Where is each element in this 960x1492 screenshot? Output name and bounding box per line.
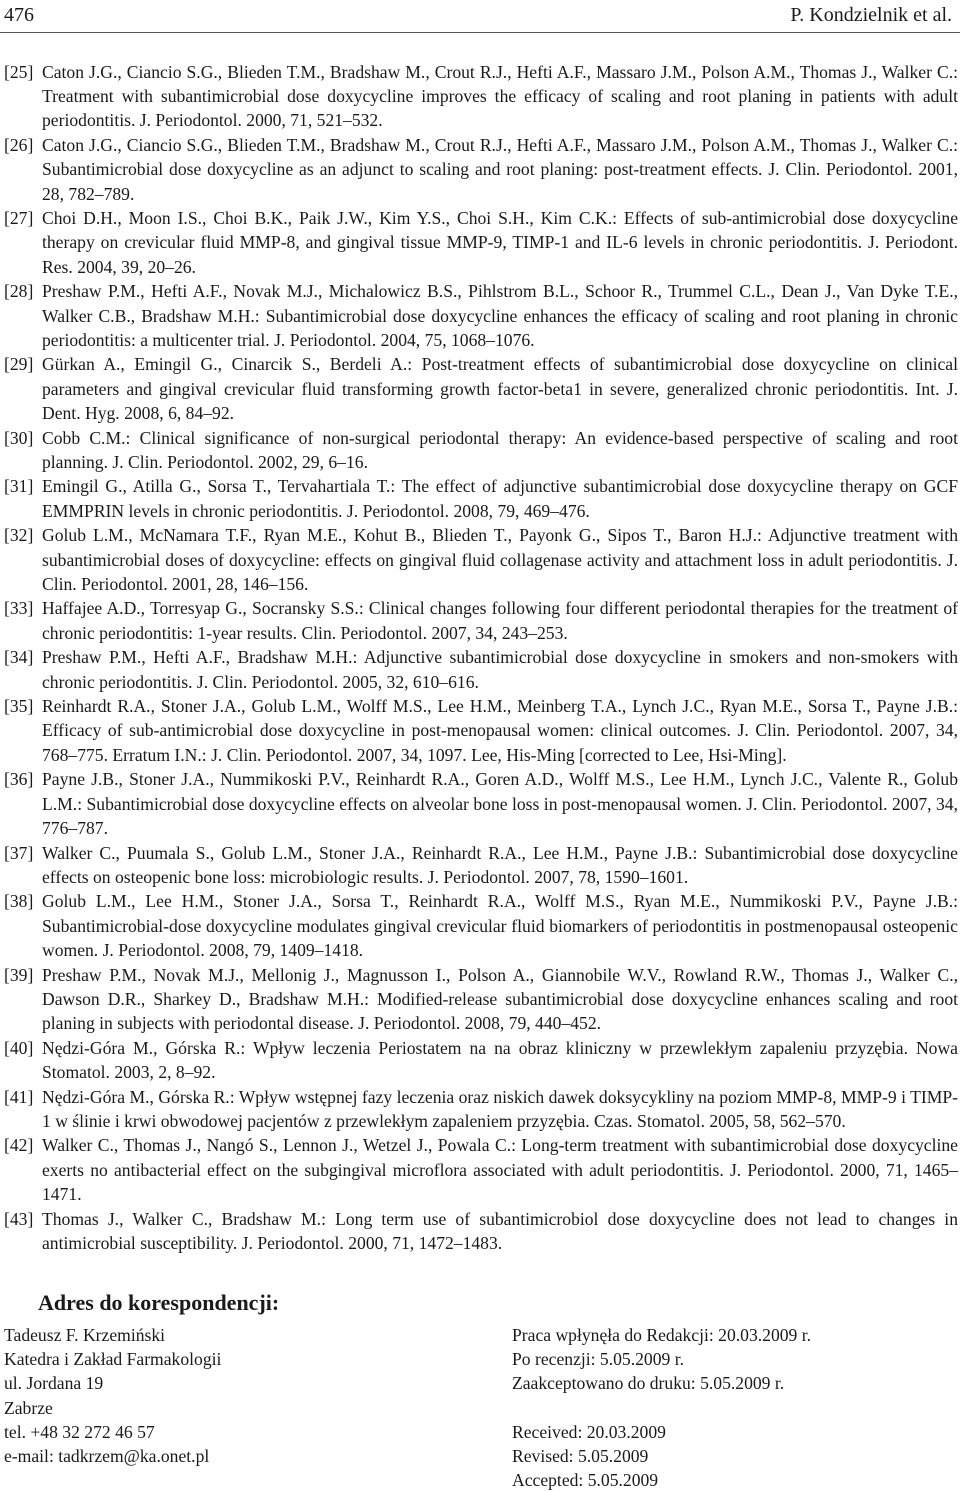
reference-number: [27] bbox=[4, 208, 34, 229]
page-number: 476 bbox=[4, 4, 34, 26]
reference-item bbox=[4, 206, 958, 279]
reference-number: [38] bbox=[4, 891, 34, 912]
reference-text: Golub L.M., McNamara T.F., Ryan M.E., Kohut B., Blieden T., Payonk G., Sipos T., Baron H.J.: Adjunctive treatment with subantimicrobial doses of doxycycline: effects on gingival fluid collagenase activity and attachment loss in adult periodontitis. J. Clin. Periodontol. 2001, 28, 146–156. bbox=[42, 525, 958, 594]
reference-text: Cobb C.M.: Clinical significance of non-surgical periodontal therapy: An evidence-based perspective of scaling and root planning. J. Clin. Periodontol. 2002, 29, 6–16. bbox=[42, 427, 958, 472]
reference-item bbox=[4, 841, 958, 889]
reference-number: [33] bbox=[4, 598, 34, 619]
reference-item bbox=[4, 426, 958, 474]
reference-text: Haffajee A.D., Torresyap G., Socransky S.S.: Clinical changes following four different periodontal therapies for the treatment of chronic periodontitis: 1-year results. Clin. Periodontol. 2007, 34, 243–253. bbox=[42, 598, 958, 643]
reference-text: Golub L.M., Lee H.M., Stoner J.A., Sorsa T., Reinhardt R.A., Wolff M.S., Ryan M.E., Nummikoski P.V., Payne J.B.: Subantimicrobial-dose doxycycline modulates gingival crevicular fluid biomarkers of periodontitis in postmenopausal osteopenic women. J. Periodontol. 2008, 79, 1409–1418. bbox=[42, 891, 958, 960]
reference-number: [28] bbox=[4, 281, 34, 302]
received-en: Received: 20.03.2009 bbox=[512, 1421, 666, 1442]
reference-number: [40] bbox=[4, 1037, 34, 1058]
reference-number: [42] bbox=[4, 1135, 34, 1156]
accepted-pl: Zaakceptowano do druku: 5.05.2009 r. bbox=[512, 1373, 785, 1394]
reference-text: Emingil G., Atilla G., Sorsa T., Tervahartiala T.: The effect of adjunctive subantimicrobial dose doxycycline therapy on GCF EMMPRIN levels in chronic periodontitis. J. Periodontol. 2008, 79, 469–476. bbox=[42, 476, 958, 521]
header-rule bbox=[0, 32, 960, 33]
reference-number: [43] bbox=[4, 1208, 34, 1229]
correspondence-title: Adres do korespondencji: bbox=[38, 1290, 280, 1315]
phone: tel. +48 32 272 46 57 bbox=[4, 1421, 155, 1442]
reference-item bbox=[4, 889, 958, 962]
author-name: Tadeusz F. Krzemiński bbox=[4, 1325, 166, 1345]
reference-text: Caton J.G., Ciancio S.G., Blieden T.M., Bradshaw M., Crout R.J., Hefti A.F., Massaro J.M., Polson A.M., Thomas J., Walker C.: Subantimicrobial dose doxycycline as an adjunct to scaling and root planing: post-treatment effects. J. Clin. Periodontol. 2001, 28, 782–789. bbox=[42, 135, 958, 204]
reference-text: Thomas J., Walker C., Bradshaw M.: Long term use of subantimicrobiol dose doxycycline does not lead to changes in antimicrobial susceptibility. J. Periodontol. 2000, 71, 1472–1483. bbox=[42, 1208, 958, 1253]
reference-number: [30] bbox=[4, 427, 34, 448]
city: Zabrze bbox=[4, 1397, 53, 1418]
email: e-mail: tadkrzem@ka.onet.pl bbox=[4, 1446, 210, 1467]
reference-number: [41] bbox=[4, 1086, 34, 1107]
department: Katedra i Zakład Farmakologii bbox=[4, 1349, 222, 1370]
reference-item bbox=[4, 474, 958, 522]
reference-item bbox=[4, 694, 958, 767]
spacer-line bbox=[512, 1396, 811, 1420]
reference-number: [39] bbox=[4, 964, 34, 985]
reference-text: Nędzi-Góra M., Górska R.: Wpływ leczenia Periostatem na na obraz kliniczny w przewlekłym zapaleniu przyzębia. Nowa Stomatol. 2003, 2, 8–92. bbox=[42, 1037, 958, 1082]
reference-item bbox=[4, 767, 958, 840]
reference-text: Walker C., Puumala S., Golub L.M., Stoner J.A., Reinhardt R.A., Lee H.M., Payne J.B.: Subantimicrobial dose doxycycline effects on osteopenic bone loss: microbiologic results. J. Periodontol. 2007, 78, 1590–1601. bbox=[42, 842, 958, 887]
reference-number: [25] bbox=[4, 62, 34, 82]
correspondence-address bbox=[4, 1323, 221, 1468]
reference-text: Preshaw P.M., Hefti A.F., Bradshaw M.H.: Adjunctive subantimicrobial dose doxycycline in smokers and non-smokers with chronic periodontitis. J. Clin. Periodontol. 2005, 32, 610–616. bbox=[42, 647, 958, 692]
reference-text: Gürkan A., Emingil G., Cinarcik S., Berdeli A.: Post-treatment effects of subantimicrobial dose doxycycline on clinical parameters and gingival crevicular fluid transforming growth factor-beta1 in severe, generalized chronic periodontitis. Int. J. Dent. Hyg. 2008, 6, 84–92. bbox=[42, 354, 958, 423]
reference-item bbox=[4, 1133, 958, 1206]
reference-item bbox=[4, 963, 958, 1036]
reference-list bbox=[4, 60, 958, 1255]
reference-text: Preshaw P.M., Novak M.J., Mellonig J., Magnusson I., Polson A., Giannobile W.V., Rowland R.W., Thomas J., Walker C., Dawson D.R., Sharkey D., Bradshaw M.H.: Modified-release subantimicrobial dose doxycycline enhances scaling and root planing in subjects with periodontal disease. J. Periodontol. 2008, 79, 440–452. bbox=[42, 964, 958, 1033]
reference-item bbox=[4, 1207, 958, 1255]
reference-number: [35] bbox=[4, 696, 34, 717]
reference-number: [32] bbox=[4, 525, 34, 546]
accepted-en: Accepted: 5.05.2009 bbox=[512, 1470, 659, 1491]
reference-number: [26] bbox=[4, 135, 34, 156]
reference-item bbox=[4, 279, 958, 352]
reference-item bbox=[4, 1085, 958, 1133]
revised-en: Revised: 5.05.2009 bbox=[512, 1446, 649, 1467]
reference-text: Preshaw P.M., Hefti A.F., Novak M.J., Michalowicz B.S., Pihlstrom B.L., Schoor R., Trummel C.L., Dean J., Van Dyke T.E., Walker C.B., Bradshaw M.H.: Subantimicrobial dose doxycycline enhances the efficacy of scaling and root planing in chronic periodontitis: a multicenter trial. J. Periodontol. 2004, 75, 1068–1076. bbox=[42, 281, 958, 350]
reference-number: [36] bbox=[4, 769, 34, 790]
reference-number: [34] bbox=[4, 647, 34, 668]
reference-item bbox=[4, 645, 958, 693]
reference-item bbox=[4, 1036, 958, 1084]
reference-item bbox=[4, 523, 958, 596]
submission-dates bbox=[512, 1323, 811, 1492]
reference-text: Caton J.G., Ciancio S.G., Blieden T.M., Bradshaw M., Crout R.J., Hefti A.F., Massaro J.M., Polson A.M., Thomas J., Walker C.: Treatment with subantimicrobial dose doxycycline improves the efficacy of scaling and root planing in patients with adult periodontitis. J. Periodontol. 2000, 71, 521–532. bbox=[42, 62, 958, 131]
reference-number: [31] bbox=[4, 476, 34, 497]
running-author: P. Kondzielnik et al. bbox=[790, 4, 952, 26]
reference-text: Payne J.B., Stoner J.A., Nummikoski P.V., Reinhardt R.A., Goren A.D., Wolff M.S., Lee H.M., Lynch J.C., Valente R., Golub L.M.: Subantimicrobial dose doxycycline effects on alveolar bone loss in post-menopausal women. J. Clin. Periodontol. 2007, 34, 776–787. bbox=[42, 769, 958, 838]
reference-item bbox=[4, 352, 958, 425]
reference-text: Walker C., Thomas J., Nangó S., Lennon J., Wetzel J., Powala C.: Long-term treatment with subantimicrobial dose doxycycline exerts no antibacterial effect on the subgingival microflora associated with adult periodontitis. J. Periodontol. 2000, 71, 1465–1471. bbox=[42, 1135, 958, 1204]
reference-text: Choi D.H., Moon I.S., Choi B.K., Paik J.W., Kim Y.S., Choi S.H., Kim C.K.: Effects of sub-antimicrobial dose doxycycline therapy on crevicular fluid MMP-8, and gingival tissue MMP-9, TIMP-1 and IL-6 levels in chronic periodontitis. J. Periodont. Res. 2004, 39, 20–26. bbox=[42, 208, 958, 277]
reference-item bbox=[4, 596, 958, 644]
street: ul. Jordana 19 bbox=[4, 1373, 104, 1394]
reference-text: Reinhardt R.A., Stoner J.A., Golub L.M., Wolff M.S., Lee H.M., Meinberg T.A., Lynch J.C., Ryan M.E., Sorsa T., Payne J.B.: Efficacy of sub-antimicrobial dose doxycycline in post-menopausal women: clinical outcomes. J. Clin. Periodontol. 2007, 34, 768–775. Erratum I.N.: J. Clin. Periodontol. 2007, 34, 1097. Lee, His-Ming [corrected to Lee, Hsi-Ming]. bbox=[42, 696, 958, 765]
reference-number: [29] bbox=[4, 354, 34, 375]
reference-number: [37] bbox=[4, 842, 34, 863]
reference-item bbox=[4, 133, 958, 206]
reviewed-pl: Po recenzji: 5.05.2009 r. bbox=[512, 1349, 684, 1370]
reference-text: Nędzi-Góra M., Górska R.: Wpływ wstępnej fazy leczenia oraz niskich dawek doksycykliny na poziom MMP-8, MMP-9 i TIMP-1 w ślinie i krwi obwodowej pacjentów z przewlekłym zapaleniem przyzębia. Czas. Stomatol. 2005, 58, 562–570. bbox=[42, 1086, 958, 1131]
reference-item bbox=[4, 60, 958, 133]
received-pl: Praca wpłynęła do Redakcji: 20.03.2009 r. bbox=[512, 1325, 812, 1345]
